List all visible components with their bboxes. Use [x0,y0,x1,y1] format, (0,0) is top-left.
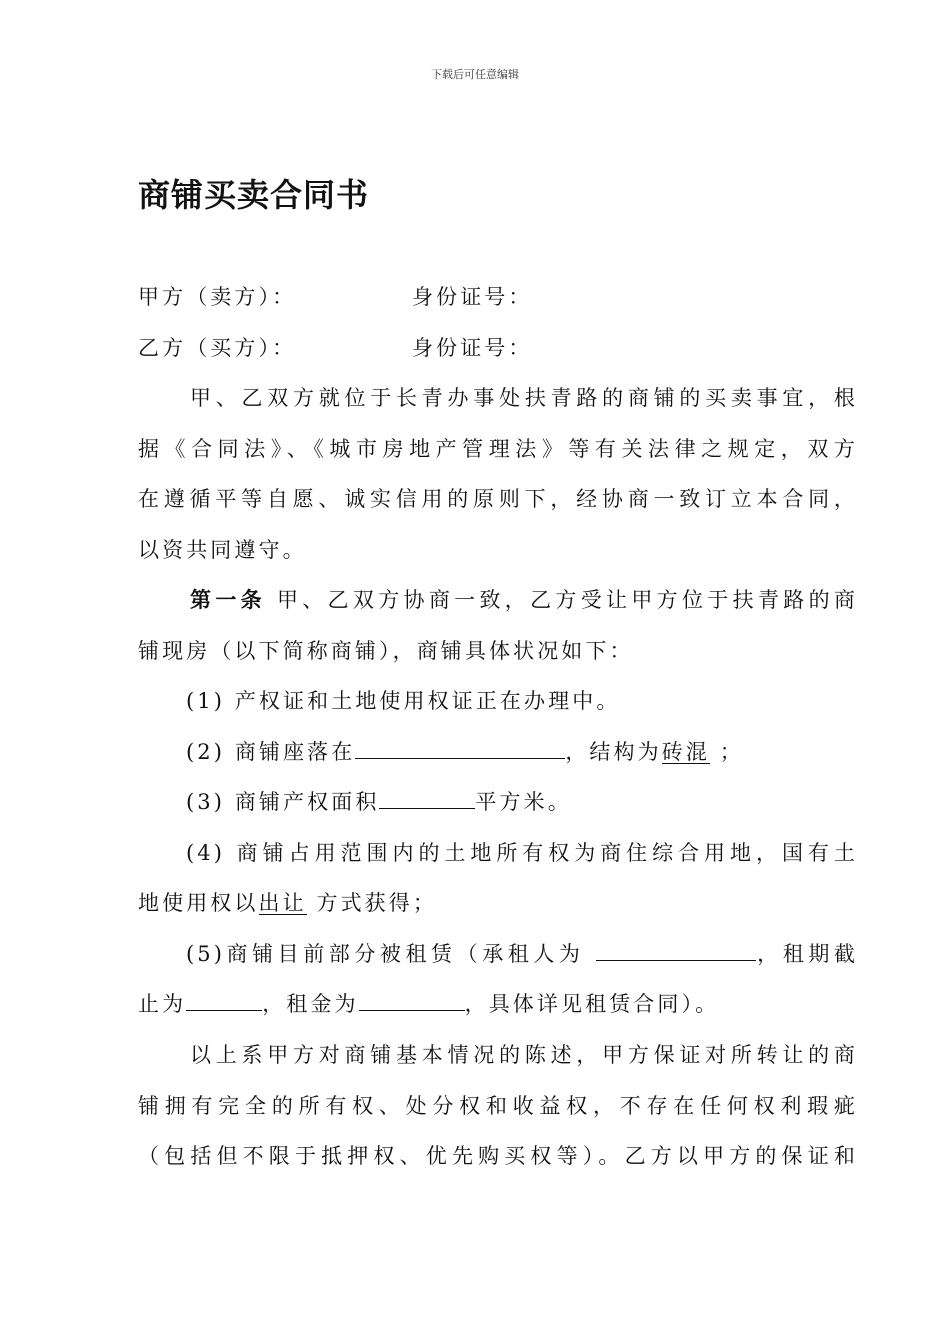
article-1-line-2: 铺现房（以下简称商铺），商铺具体状况如下： [138,638,634,663]
closing-line: 铺拥有完全的所有权、处分权和收益权，不存在任何权利瑕疵 [138,1093,858,1118]
lease-end-blank [186,988,262,1011]
preamble-paragraph [138,373,858,575]
party-b-label: 乙方（买方）： [138,335,297,360]
article-1-line-1 [138,575,858,626]
item-4-line-2 [138,878,858,929]
item-1-text: 产权证和土地使用权证正在办理中。 [225,689,621,713]
preamble-line: 甲、乙双方就位于长青办事处扶青路的商铺的买卖事宜，根 [190,386,858,410]
item-3-unit: 平方米。 [475,790,572,814]
item-5-lease-label: ，租期截 [755,941,858,966]
item-1-number: (1) [186,689,226,713]
item-2-text: 商铺座落在 [225,739,356,764]
item-2-number: (2) [186,739,226,764]
item-2 [138,727,858,778]
item-5-number: (5) [186,941,226,966]
preamble-line: 在遵循平等自愿、诚实信用的原则下，经协商一致订立本合同， [138,487,858,511]
item-5-end-date-label: 止为 [138,992,187,1016]
item-1 [138,676,858,727]
area-blank [379,786,475,809]
party-a-label: 甲方（卖方）： [138,285,297,309]
rent-blank [359,988,465,1011]
item-5-rent-label: ，租金为 [262,992,359,1016]
article-1-heading: 第一条 [190,587,266,612]
item-4-text: 商铺占用范围内的土地所有权为商住综合用地，国有土 [225,840,858,865]
closing-paragraph [138,1030,858,1182]
tenant-blank [596,938,756,961]
location-blank [355,736,565,759]
item-2-structure-label: ，结构为 [565,739,662,764]
item-4-text-cont: 地使用权以 [138,891,259,915]
preamble-line: 以资共同遵守。 [138,537,307,562]
preamble-line: 据《合同法》、《城市房地产管理法》等有关法律之规定，双方 [138,436,858,461]
header-note: 下载后可任意编辑 [431,68,519,81]
contract-title: 商铺买卖合同书 [138,176,370,214]
item-4-end: 方式获得； [306,891,437,915]
item-5-text: 商铺目前部分被租赁（承租人为 [225,941,596,966]
item-5-line-2 [138,979,858,1030]
item-2-end: ； [709,739,744,764]
item-5-line-1 [138,929,858,980]
item-3-text: 商铺产权面积 [225,790,380,814]
item-4-line-1 [138,828,858,879]
structure-value: 砖混 [661,739,710,764]
party-b-id-label: 身份证号： [412,335,533,360]
article-1-text: 甲、乙双方协商一致，乙方受让甲方位于扶青路的商 [265,588,858,612]
item-5-end: ，具体详见租赁合同）。 [464,992,720,1016]
land-method-value: 出让 [258,891,307,915]
parties-block [138,272,858,373]
article-1 [138,575,858,1030]
item-3-number: (3) [186,790,226,814]
closing-line: （包括但不限于抵押权、优先购买权等）。乙方以甲方的保证和 [138,1144,858,1168]
party-a-row [138,272,858,323]
closing-line: 以上系甲方对商铺基本情况的陈述，甲方保证对所转让的商 [190,1043,858,1067]
party-a-id-label: 身份证号： [412,285,533,309]
item-4-number: (4) [186,840,226,865]
item-3 [138,777,858,828]
party-b-row [138,323,858,374]
